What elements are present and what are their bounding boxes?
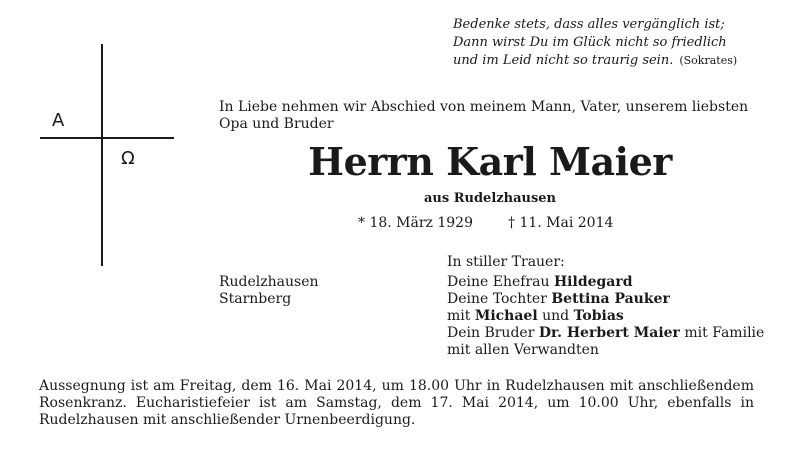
intro-text: [219, 99, 759, 133]
place-item: Rudelzhausen: [219, 274, 319, 290]
quote-author: (Sokrates): [679, 54, 738, 67]
death-date: † 11. Mai 2014: [508, 215, 614, 231]
family-member-name: Bettina Pauker: [551, 291, 670, 307]
family-line-text: mit allen Verwandten: [447, 342, 599, 358]
deceased-name: Herrn Karl Maier: [308, 139, 672, 184]
family-line: [447, 342, 764, 359]
family-line-text: mit: [447, 308, 475, 324]
family-member-name: Dr. Herbert Maier: [538, 325, 680, 341]
places-list: [219, 274, 319, 308]
deceased-origin: aus Rudelzhausen: [423, 191, 557, 206]
cross-horizontal-bar: [40, 137, 174, 139]
cross-vertical-bar: [101, 44, 103, 266]
family-line: [447, 325, 764, 342]
place-item: Starnberg: [219, 291, 292, 307]
family-line-text: Dein Bruder: [447, 325, 539, 341]
funeral-details: Aussegnung ist am Freitag, dem 16. Mai 2014, um 18.00 Uhr in Rudelzhausen mit anschließendem Rosenkranz. Eucharistiefeier ist am Samstag, dem 17. Mai 2014, um 10.00 Uhr, ebenfalls in Rudelzhausen mit anschließender Urnenbeerdigung.: [39, 378, 754, 428]
family-line-text: Deine Tochter: [447, 291, 552, 307]
quote-line-3-wrap: [453, 52, 783, 70]
family-member-name: Michael: [474, 308, 538, 324]
birth-date: * 18. März 1929: [358, 215, 473, 231]
family-line: [447, 274, 764, 291]
family-line-text: Deine Ehefrau: [447, 274, 554, 290]
quote-line-1: Bedenke stets, dass alles vergänglich ist;: [453, 17, 725, 32]
cross-icon: [30, 40, 180, 270]
family-member-name: Hildegard: [553, 274, 633, 290]
quote-line-3: und im Leid nicht so traurig sein.: [453, 53, 674, 68]
family-line-text: und: [537, 308, 574, 324]
quote-line-2: Dann wirst Du im Glück nicht so friedlich: [453, 35, 727, 50]
mourning-label: In stiller Trauer:: [447, 254, 565, 270]
quote-block: [453, 16, 783, 70]
alpha-icon: A: [52, 110, 65, 131]
family-list: [447, 274, 764, 359]
family-line: [447, 291, 764, 308]
omega-icon: Ω: [121, 148, 135, 169]
family-line: [447, 308, 764, 325]
family-member-name: Tobias: [573, 308, 624, 324]
family-line-text: mit Familie: [679, 325, 765, 341]
intro-text-line: In Liebe nehmen wir Abschied von meinem Mann, Vater, unserem liebsten Opa und Bruder: [219, 99, 749, 132]
